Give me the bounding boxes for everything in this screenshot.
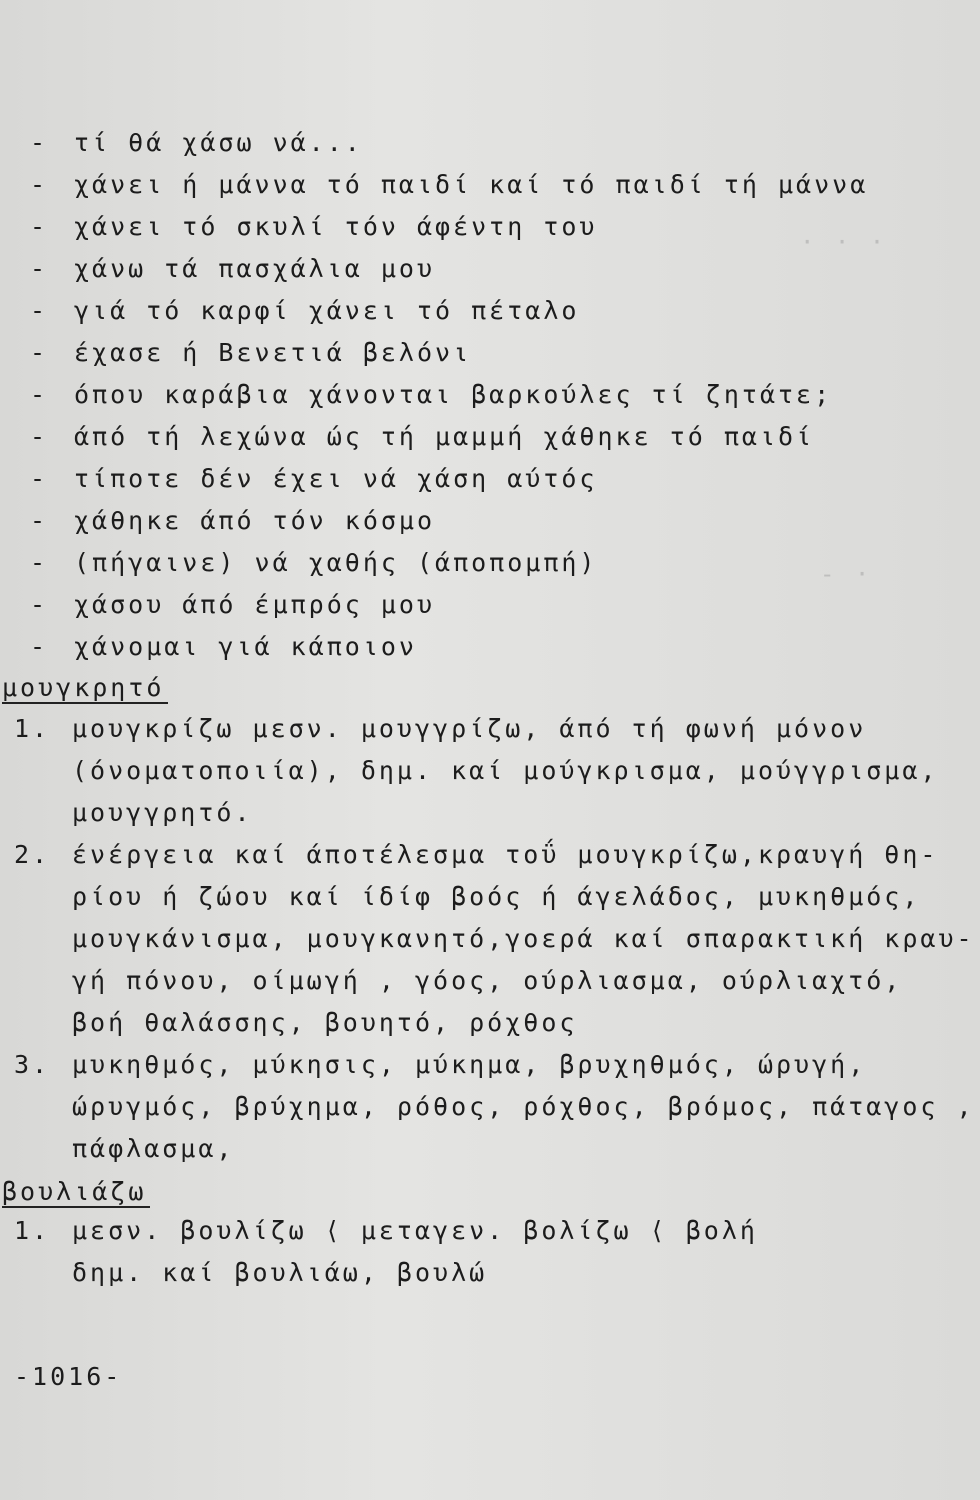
bleed-through-2: - · <box>820 560 873 588</box>
entry-heading-voulliazo: βουλιάζω <box>2 1178 150 1208</box>
entry1-item2-line4: γή πόνου, οίμωγή , γόος, ούρλιασμα, ούρλιαχτό, <box>72 966 903 995</box>
entry2-item1-line2: δημ. καί βουλιάω, βουλώ <box>72 1258 488 1287</box>
bleed-through-1: · · · <box>800 228 888 256</box>
bullet-line: - τίποτε δέν έχει νά χάση αύτός <box>30 464 598 493</box>
entry1-item3-line1: 3. μυκηθμός, μύκησις, μύκημα, βρυχηθμός, ώρυγή, <box>14 1050 867 1079</box>
bullet-line: - άπό τή λεχώνα ώς τή μαμμή χάθηκε τό παιδί <box>30 422 815 451</box>
bullet-line: - όπου καράβια χάνονται βαρκούλες τί ζητάτε; <box>30 380 833 409</box>
bullet-line: - χάνει ή μάννα τό παιδί καί τό παιδί τή μάννα <box>30 170 869 199</box>
entry1-item1-line1: 1. μουγκρίζω μεσν. μουγγρίζω, άπό τή φωνή μόνον <box>14 714 867 743</box>
bullet-line: - χάσου άπό έμπρός μου <box>30 590 436 619</box>
entry1-item3-line2: ώρυγμός, βρύχημα, ρόθος, ρόχθος, βρόμος, πάταγος , <box>72 1092 975 1121</box>
entry1-item3-line3: πάφλασμα, <box>72 1134 235 1163</box>
bullet-line: - τί θά χάσω νά... <box>30 128 363 157</box>
bullet-line: - (πήγαινε) νά χαθής (άποπομπή) <box>30 548 598 577</box>
item-number: 1. <box>14 714 51 743</box>
bullet-line: - γιά τό καρφί χάνει τό πέταλο <box>30 296 580 325</box>
bullet-line: - χάνομαι γιά κάποιον <box>30 632 417 661</box>
page-number: -1016- <box>14 1362 123 1391</box>
item-number: 2. <box>14 840 51 869</box>
entry1-item1-line3: μουγγρητό. <box>72 798 253 827</box>
bullet-line: - χάθηκε άπό τόν κόσμο <box>30 506 436 535</box>
entry2-item1-line1: 1. μεσν. βουλίζω ⟨ μεταγεν. βολίζω ⟨ βολή <box>14 1216 758 1245</box>
entry1-item2-line2: ρίου ή ζώου καί ίδίφ βοός ή άγελάδος, μυκηθμός, <box>72 882 921 911</box>
bullet-line: - χάνω τά πασχάλια μου <box>30 254 436 283</box>
entry1-item1-line2: (όνοματοποιία), δημ. καί μούγκρισμα, μούγγρισμα, <box>72 756 939 785</box>
entry1-item2-line1: 2. ένέργεια καί άποτέλεσμα τοΰ μουγκρίζω,κραυγή θη- <box>14 840 939 869</box>
item-number: 3. <box>14 1050 51 1079</box>
entry1-item2-line5: βοή θαλάσσης, βουητό, ρόχθος <box>72 1008 578 1037</box>
bullet-line: - χάνει τό σκυλί τόν άφέντη του <box>30 212 598 241</box>
bullet-line: - έχασε ή Βενετιά βελόνι <box>30 338 472 367</box>
entry-heading-mougkrito: μουγκρητό <box>2 674 168 704</box>
item-number: 1. <box>14 1216 51 1245</box>
entry1-item2-line3: μουγκάνισμα, μουγκανητό,γοερά καί σπαρακτική κραυ- <box>72 924 975 953</box>
